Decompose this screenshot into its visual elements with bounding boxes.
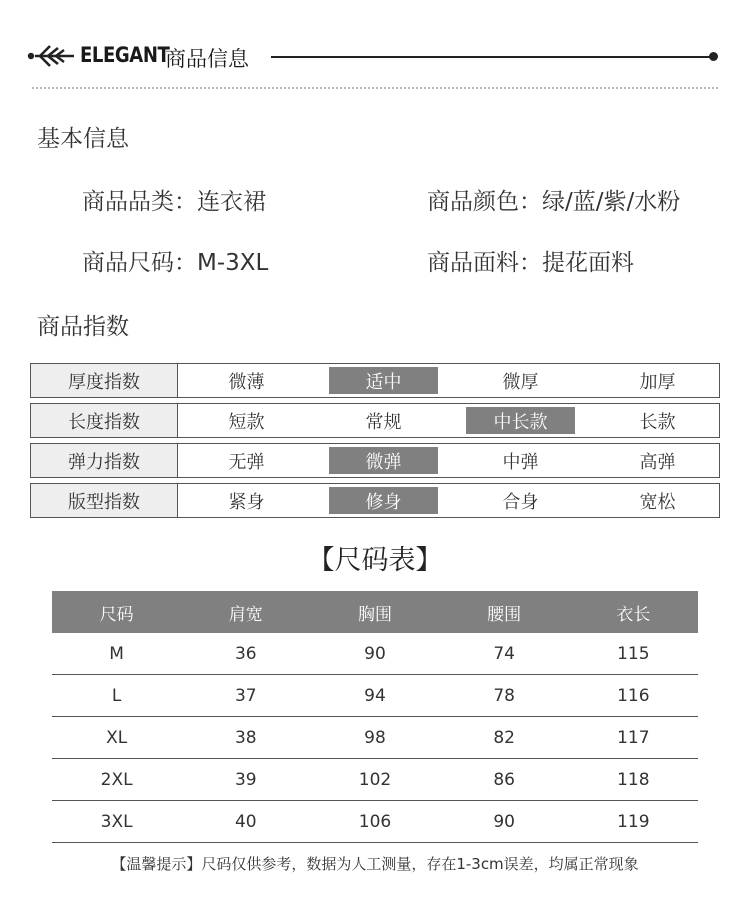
table-cell: 106: [310, 801, 439, 843]
index-option: 高弹: [639, 451, 676, 473]
index-row-elasticity: [30, 443, 720, 478]
table-cell: 78: [440, 675, 569, 717]
index-option-selected: 适中: [315, 364, 452, 397]
info-category: [82, 183, 266, 216]
table-cell: 2XL: [52, 759, 181, 801]
brand-name: ELEGANT: [80, 43, 170, 67]
column-header: 胸围: [310, 591, 439, 633]
index-option: 中弹: [502, 451, 539, 473]
column-header: 尺码: [52, 591, 181, 633]
table-cell: 74: [440, 633, 569, 675]
info-size-value: M-3XL: [197, 250, 269, 276]
table-cell: 102: [310, 759, 439, 801]
info-color-label: 商品颜色：: [427, 189, 542, 215]
index-table: [30, 363, 720, 523]
index-option: 紧身: [228, 491, 265, 513]
index-option: 微厚: [502, 371, 539, 393]
index-option: 无弹: [228, 451, 265, 473]
index-option: 宽松: [639, 491, 676, 513]
index-row-label: 版型指数: [31, 484, 178, 517]
table-cell: 115: [569, 633, 698, 675]
info-color: [427, 183, 680, 216]
index-option-selected: 中长款: [452, 404, 589, 437]
table-row: [52, 633, 698, 675]
table-cell: 90: [310, 633, 439, 675]
table-row: [52, 717, 698, 759]
indices-title: 商品指数: [37, 314, 129, 340]
index-option: 合身: [502, 491, 539, 513]
table-cell: 86: [440, 759, 569, 801]
section-header: [0, 30, 750, 82]
index-row-fit: [30, 483, 720, 518]
column-header: 衣长: [569, 591, 698, 633]
basic-info-title: 基本信息: [37, 126, 129, 152]
table-cell: M: [52, 633, 181, 675]
index-option: 常规: [365, 411, 402, 433]
info-color-value: 绿/蓝/紫/水粉: [542, 189, 681, 215]
info-category-value: 连衣裙: [197, 189, 266, 215]
table-cell: 82: [440, 717, 569, 759]
index-row-thickness: [30, 363, 720, 398]
index-row-length: [30, 403, 720, 438]
index-option: 加厚: [639, 371, 676, 393]
arrow-logo-icon: [26, 42, 76, 70]
header-title: 商品信息: [165, 47, 249, 71]
info-size: [82, 244, 268, 277]
measurement-note: 【温馨提示】尺码仅供参考，数据为人工测量，存在1-3cm误差，均属正常现象: [111, 855, 639, 873]
table-cell: 98: [310, 717, 439, 759]
table-row: [52, 759, 698, 801]
table-cell: 40: [181, 801, 310, 843]
table-row: [52, 801, 698, 843]
table-cell: 90: [440, 801, 569, 843]
table-cell: 36: [181, 633, 310, 675]
info-fabric-label: 商品面料：: [427, 250, 542, 276]
column-header: 肩宽: [181, 591, 310, 633]
table-cell: 39: [181, 759, 310, 801]
index-option-selected: 微弹: [315, 444, 452, 477]
index-option: 短款: [228, 411, 265, 433]
table-cell: 117: [569, 717, 698, 759]
table-cell: XL: [52, 717, 181, 759]
table-cell: L: [52, 675, 181, 717]
column-header: 腰围: [440, 591, 569, 633]
header-line-dot: [709, 52, 718, 61]
info-fabric-value: 提花面料: [542, 250, 634, 276]
info-size-label: 商品尺码：: [82, 250, 197, 276]
info-fabric: [427, 244, 634, 277]
size-table-header: [52, 591, 698, 633]
table-row: [52, 675, 698, 717]
header-divider-line: [271, 56, 711, 58]
index-row-label: 弹力指数: [31, 444, 178, 477]
table-cell: 118: [569, 759, 698, 801]
table-cell: 38: [181, 717, 310, 759]
size-table: [52, 591, 698, 843]
index-row-label: 长度指数: [31, 404, 178, 437]
info-category-label: 商品品类：: [82, 189, 197, 215]
table-cell: 94: [310, 675, 439, 717]
index-option: 长款: [639, 411, 676, 433]
dotted-divider: [32, 87, 718, 89]
size-chart-title: 【尺码表】: [307, 545, 443, 576]
table-cell: 119: [569, 801, 698, 843]
table-cell: 116: [569, 675, 698, 717]
index-option-selected: 修身: [315, 484, 452, 517]
table-cell: 37: [181, 675, 310, 717]
index-row-label: 厚度指数: [31, 364, 178, 397]
table-cell: 3XL: [52, 801, 181, 843]
index-option: 微薄: [228, 371, 265, 393]
